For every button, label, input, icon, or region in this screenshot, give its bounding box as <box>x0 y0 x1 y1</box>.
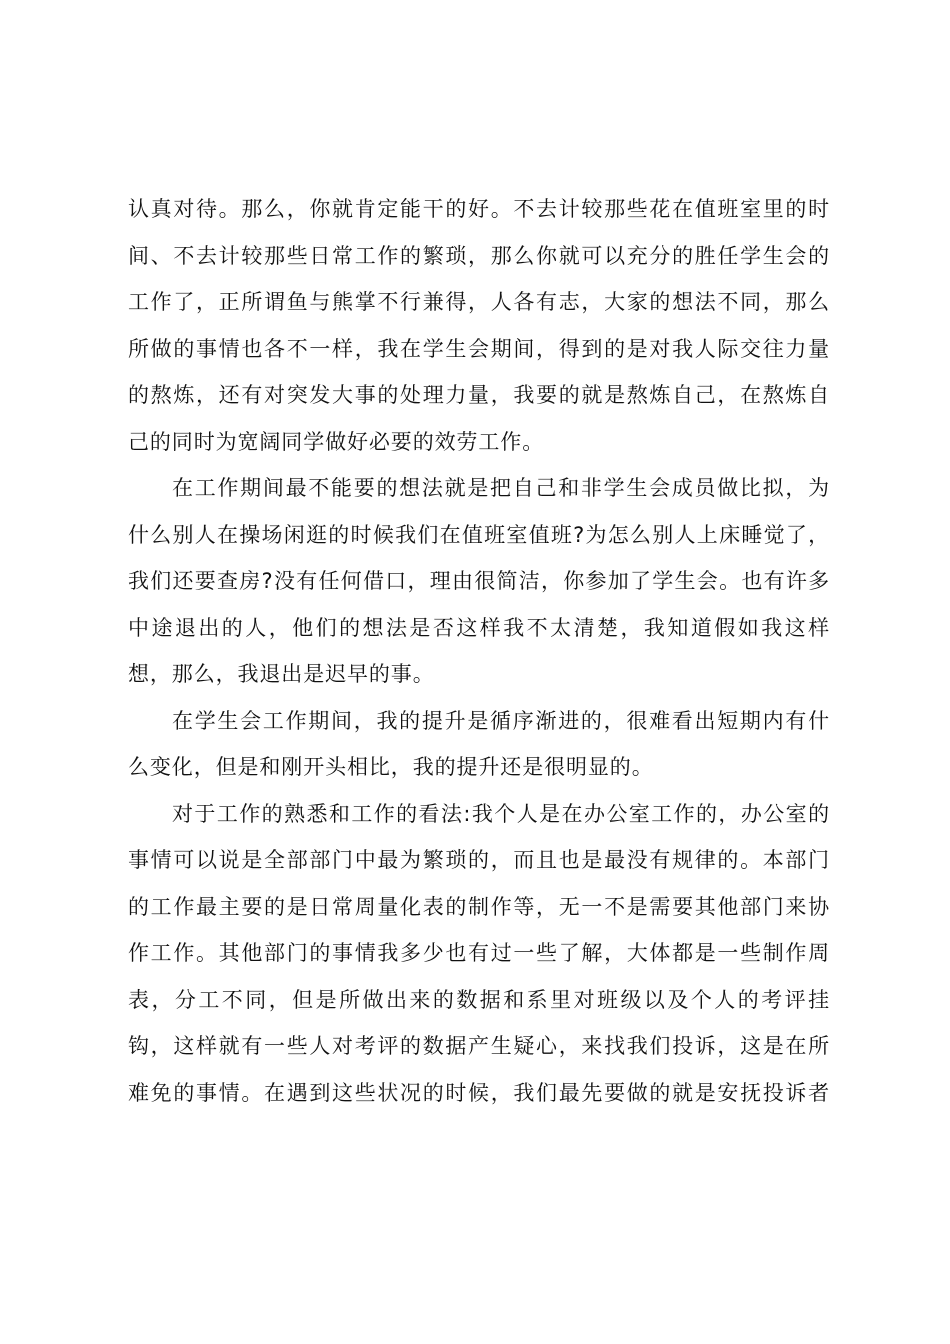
paragraph-3 <box>128 698 830 791</box>
text-line: 我们还要查房?没有任何借口，理由很简洁，你参加了学生会。也有许多 <box>128 569 830 593</box>
text-line: 的熬炼，还有对突发大事的处理力量，我要的就是熬炼自己，在熬炼自 <box>128 383 830 407</box>
paragraph-1 <box>128 186 830 465</box>
text-line: 间、不去计较那些日常工作的繁琐，那么你就可以充分的胜任学生会的 <box>128 243 830 268</box>
text-line: 么变化，但是和刚开头相比，我的提升还是很明显的。 <box>128 755 654 779</box>
text-line: 钩，这样就有一些人对考评的数据产生疑心，来找我们投诉，这是在所 <box>128 1034 830 1058</box>
text-line: 事情可以说是全部部门中最为繁琐的，而且也是最没有规律的。本部门 <box>128 848 830 872</box>
text-line: 在工作期间最不能要的想法就是把自己和非学生会成员做比拟，为 <box>172 476 830 500</box>
text-line: 工作了，正所谓鱼与熊掌不行兼得，人各有志，大家的想法不同，那么 <box>128 290 830 314</box>
body-text <box>128 186 830 1116</box>
paragraph-2 <box>128 465 830 698</box>
text-line: 什么别人在操场闲逛的时候我们在值班室值班?为怎么别人上床睡觉了， <box>128 522 830 547</box>
paragraph-4 <box>128 791 830 1117</box>
text-line: 己的同时为宽阔同学做好必要的效劳工作。 <box>128 429 545 454</box>
text-line: 对于工作的熟悉和工作的看法:我个人是在办公室工作的，办公室的 <box>172 801 830 826</box>
text-line: 所做的事情也各不一样，我在学生会期间，得到的是对我人际交往力量 <box>128 336 830 361</box>
text-line: 的工作最主要的是日常周量化表的制作等，无一不是需要其他部门来协 <box>128 894 830 919</box>
text-line: 表，分工不同，但是所做出来的数据和系里对班级以及个人的考评挂 <box>128 987 830 1012</box>
text-line: 想，那么，我退出是迟早的事。 <box>128 662 435 686</box>
text-line: 作工作。其他部门的事情我多少也有过一些了解，大体都是一些制作周 <box>128 941 830 965</box>
text-line: 认真对待。那么，你就肯定能干的好。不去计较那些花在值班室里的时 <box>128 197 830 221</box>
text-line: 难免的事情。在遇到这些状况的时候，我们最先要做的就是安抚投诉者 <box>128 1080 830 1105</box>
text-line: 中途退出的人，他们的想法是否这样我不太清楚，我知道假如我这样 <box>128 615 830 640</box>
text-line: 在学生会工作期间，我的提升是循序渐进的，很难看出短期内有什 <box>172 708 830 733</box>
